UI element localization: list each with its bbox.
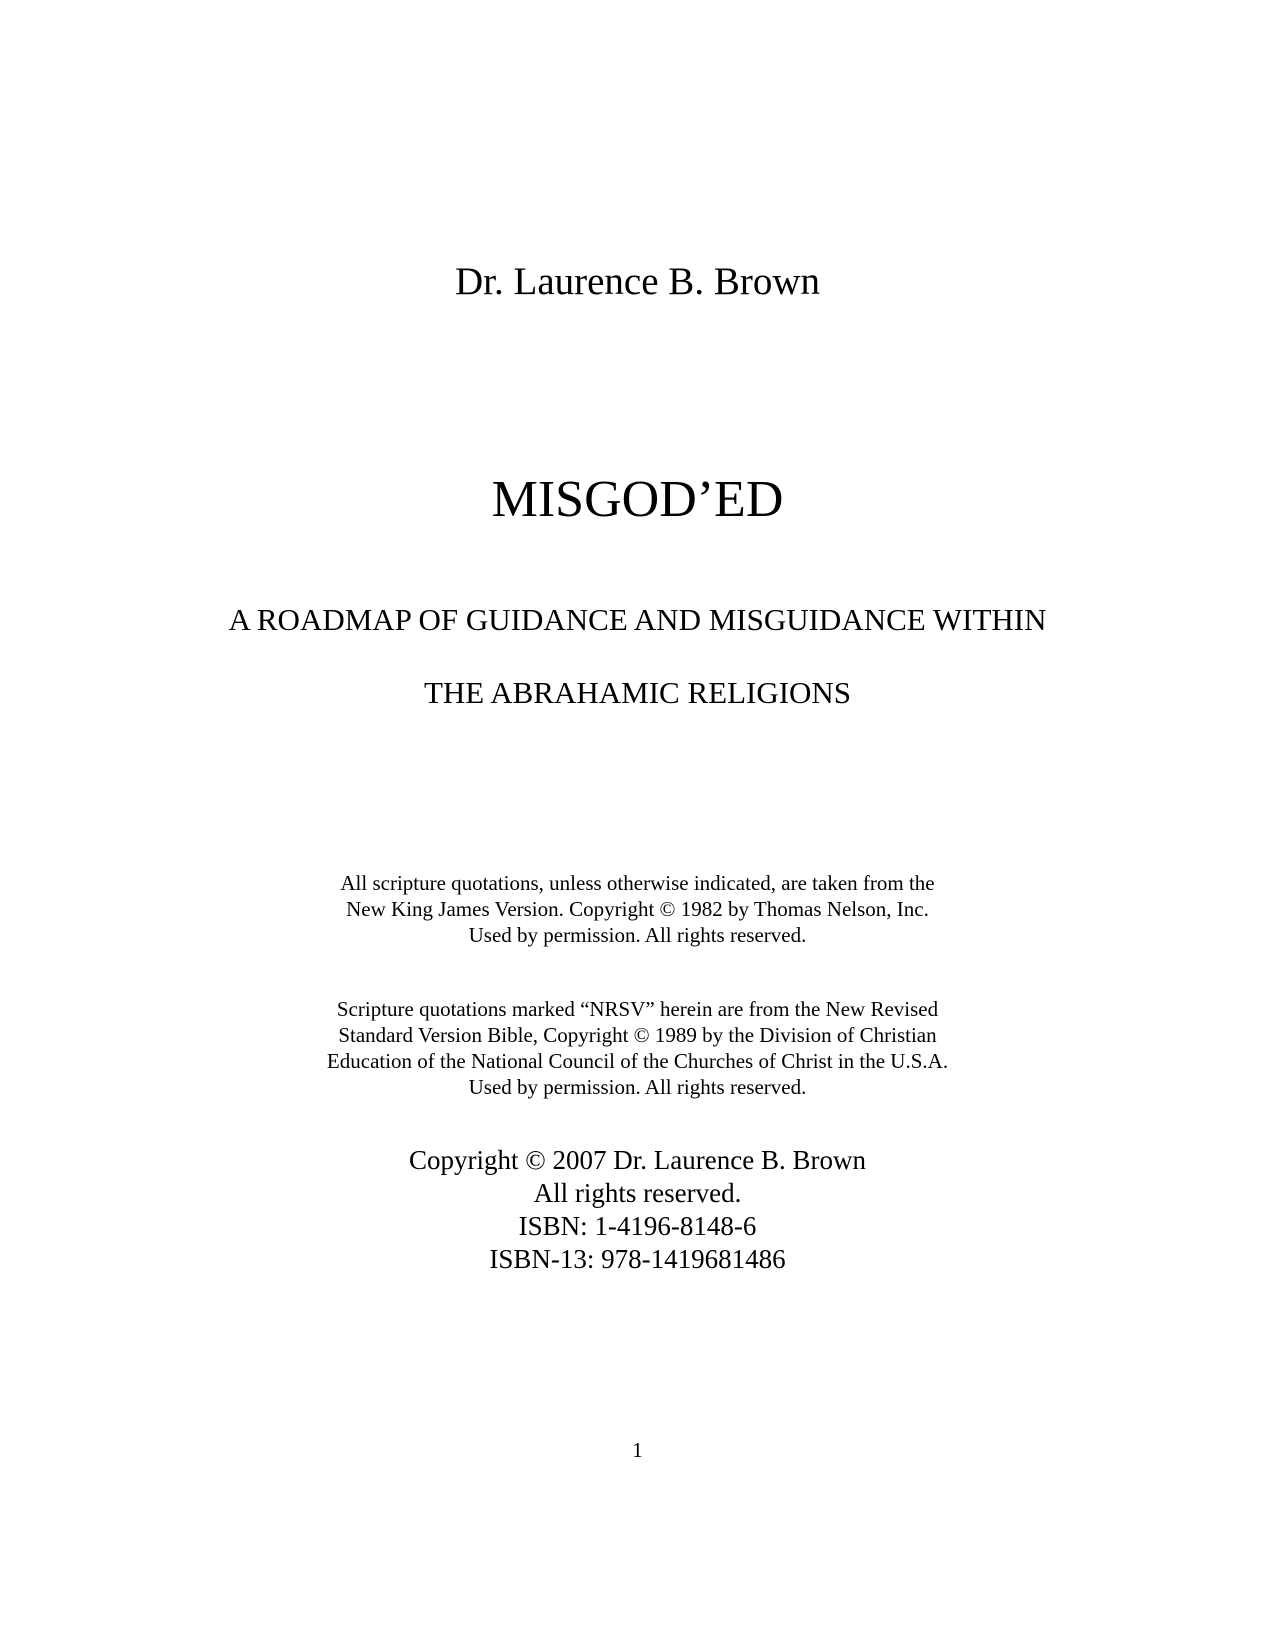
nkjv-notice-line-2: New King James Version. Copyright © 1982 by Thomas Nelson, Inc. xyxy=(346,897,929,921)
copyright-block xyxy=(0,1144,1275,1276)
author-name: Dr. Laurence B. Brown xyxy=(455,260,820,303)
book-title: MISGOD’ED xyxy=(491,471,784,528)
nrsv-notice-line-3: Education of the National Council of the Churches of Christ in the U.S.A. xyxy=(326,1049,949,1073)
copyright-line: Copyright © 2007 Dr. Laurence B. Brown xyxy=(409,1145,866,1175)
nkjv-permission-notice xyxy=(0,870,1275,948)
nrsv-permission-notice xyxy=(0,996,1275,1100)
page-number: 1 xyxy=(632,1438,643,1462)
nkjv-notice-line-3: Used by permission. All rights reserved. xyxy=(468,923,807,947)
rights-reserved-line: All rights reserved. xyxy=(533,1178,742,1208)
isbn-10-line: ISBN: 1-4196-8148-6 xyxy=(518,1211,757,1241)
nrsv-notice-line-4: Used by permission. All rights reserved. xyxy=(468,1075,807,1099)
subtitle-line-2: THE ABRAHAMIC RELIGIONS xyxy=(423,675,852,710)
subtitle-line-1: A ROADMAP OF GUIDANCE AND MISGUIDANCE WITHIN xyxy=(228,602,1047,637)
nrsv-notice-line-2: Standard Version Bible, Copyright © 1989 by the Division of Christian xyxy=(338,1023,937,1047)
isbn-13-line: ISBN-13: 978-1419681486 xyxy=(489,1244,786,1274)
nkjv-notice-line-1: All scripture quotations, unless otherwise indicated, are taken from the xyxy=(340,871,935,895)
nrsv-notice-line-1: Scripture quotations marked “NRSV” herein are from the New Revised xyxy=(336,997,939,1021)
